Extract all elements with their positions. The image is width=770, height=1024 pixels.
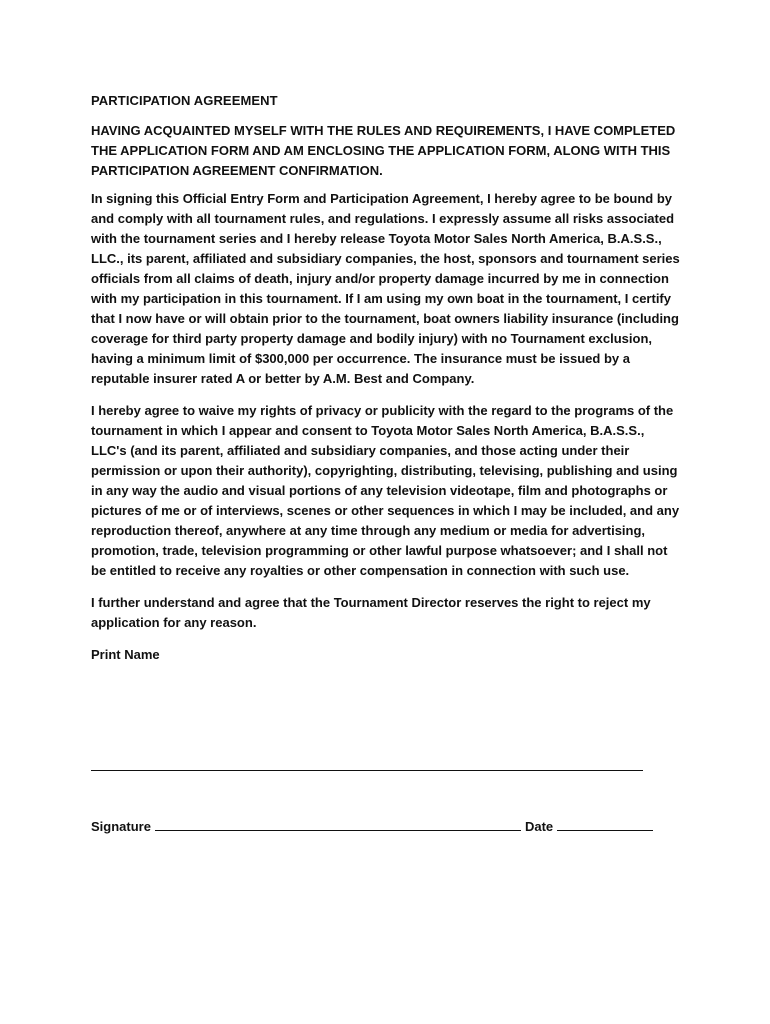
paragraph-release: In signing this Official Entry Form and Participation Agreement, I hereby agree to be bound by and comply with all tournament rules, and regulations. I expressly assume all risks associated with the tournament series and I hereby release Toyota Motor Sales North America, B.A.S.S., LLC., its parent, affiliated and subsidiary companies, the host, sponsors and tournament series officials from all claims of death, injury and/or property damage incurred by me in connection with my participation in this tournament. If I am using my own boat in the tournament, I certify that I now have or will obtain prior to the tournament, boat owners liability insurance (including coverage for third party property damage and bodily injury) with no Tournament exclusion, having a minimum limit of $300,000 per occurrence. The insurance must be issued by a reputable insurer rated A or better by A.M. Best and Company. xyxy=(91,191,680,386)
signature-field[interactable] xyxy=(155,816,521,831)
date-field[interactable] xyxy=(557,816,653,831)
signature-row xyxy=(91,816,653,837)
paragraph-rejection: I further understand and agree that the Tournament Director reserves the right to reject my application for any reason. xyxy=(91,595,651,630)
print-name-label: Print Name xyxy=(91,647,160,662)
document-title: PARTICIPATION AGREEMENT xyxy=(91,93,278,108)
intro-statement: HAVING ACQUAINTED MYSELF WITH THE RULES AND REQUIREMENTS, I HAVE COMPLETED THE APPLICATION FORM AND AM ENCLOSING THE APPLICATION FORM, ALONG WITH THIS PARTICIPATION AGREEMENT CONFIRMATION. xyxy=(91,123,676,178)
date-label: Date xyxy=(524,819,554,834)
paragraph-publicity: I hereby agree to waive my rights of privacy or publicity with the regard to the programs of the tournament in which I appear and consent to Toyota Motor Sales North America, B.A.S.S., LLC's (and its parent, affiliated and subsidiary companies, and those acting under their permission or upon their authority), copyrighting, distributing, televising, publishing and using in any way the audio and visual portions of any television videotape, film and photographs or pictures of me or of interviews, scenes or other sequences in which I may be included, and any reproduction thereof, anywhere at any time through any medium or media for advertising, promotion, trade, television programming or other lawful purpose whatsoever; and I shall not be entitled to receive any royalties or other compensation in connection with such use. xyxy=(91,403,680,578)
agreement-document xyxy=(91,91,681,665)
print-name-field[interactable] xyxy=(91,762,643,771)
print-name-line-segment xyxy=(581,770,643,771)
signature-label: Signature xyxy=(91,819,151,834)
